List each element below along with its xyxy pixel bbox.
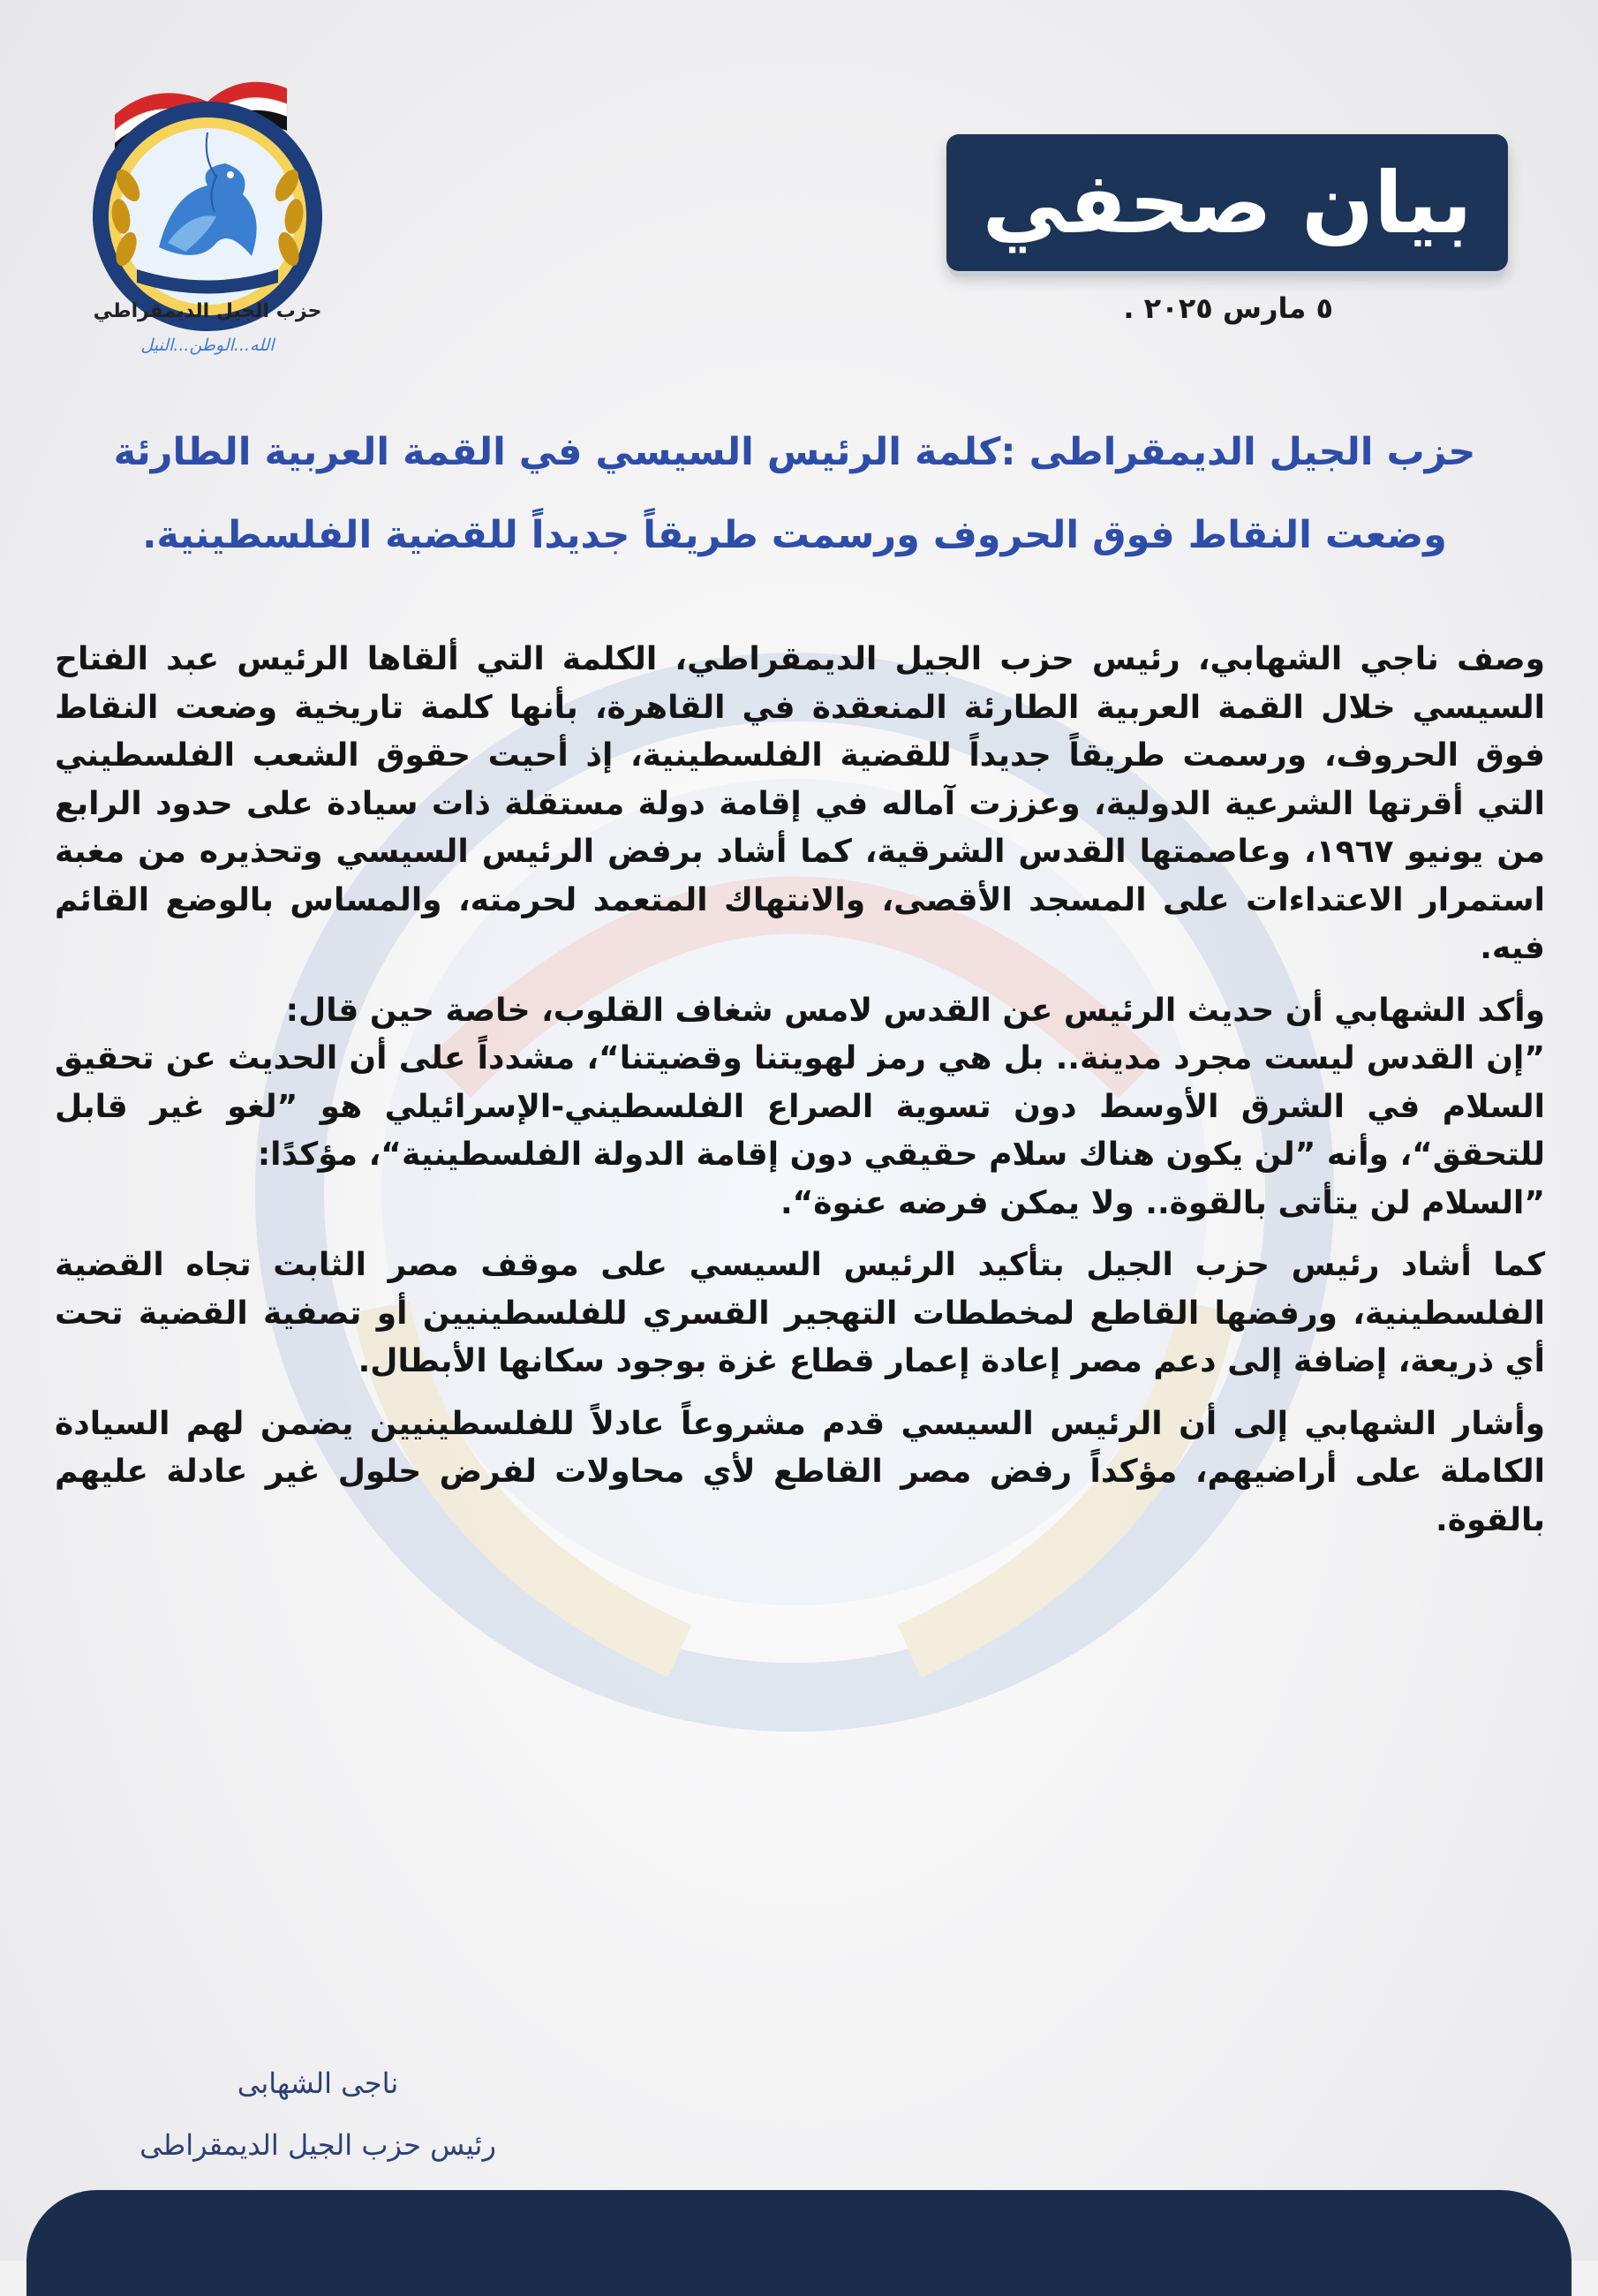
logo-caption: حزب الجيل الديمقراطي xyxy=(93,300,322,322)
paragraph-3: ”إن القدس ليست مجرد مدينة.. بل هي رمز لهويتنا وقضيتنا“، مشدداً على أن الحديث عن تحقيق السلام في الشرق الأوسط دون تسوية الصراع الفلسطيني-الإسرائيلي هو ”لغو غير قابل للتحقق“، وأنه ”لن يكون هناك سلام حقيقي دون إقامة الدولة الفلسطينية“، مؤكدًا: xyxy=(55,1040,1545,1173)
banner-title: بيان صحفي xyxy=(982,153,1473,253)
paragraph-1: وصف ناجي الشهابي، رئيس حزب الجيل الديمقراطي، الكلمة التي ألقاها الرئيس عبد الفتاح السيسي خلال القمة العربية الطارئة المنعقدة في القاهرة، بأنها كلمة تاريخية وضعت النقاط فوق الحروف، ورسمت طريقاً جديداً للقضية الفلسطينية، إذ أحيت حقوق الشعب الفلسطيني التي أقرتها الشرعية الدولية، وعززت آماله في إقامة دولة مستقلة ذات سيادة على حدود الرابع من يونيو ١٩٦٧، وعاصمتها القدس الشرقية، كما أشاد برفض الرئيس السيسي وتحذيره من مغبة استمرار الاعتداءات على المسجد الأقصى، والانتهاك المتعمد لحرمته، والمساس بالوضع القائم فيه. xyxy=(55,641,1546,966)
paragraph-4: ”السلام لن يتأتى بالقوة.. ولا يمكن فرضه عنوة“. xyxy=(780,1184,1545,1221)
paragraph-6: وأشار الشهابي إلى أن الرئيس السيسي قدم مشروعاً عادلاً للفلسطينيين يضمن لهم السيادة الكاملة على أراضيهم، مؤكداً رفض مصر القاطع لأي محاولات لفرض حلول غير عادلة عليهم بالقوة. xyxy=(55,1405,1545,1538)
paragraph-5: كما أشاد رئيس حزب الجيل بتأكيد الرئيس السيسي على موقف مصر الثابت تجاه القضية الفلسطينية، ورفضها القاطع لمخططات التهجير القسري للفلسطينيين أو تصفية القضية تحت أي ذريعة، إضافة إلى دعم مصر إعادة إعمار قطاع غزة بوجود سكانها الأبطال. xyxy=(55,1247,1545,1379)
release-date: ٥ مارس ٢٠٢٥ . xyxy=(1123,291,1333,325)
party-logo xyxy=(75,62,340,371)
headline: حزب الجيل الديمقراطى :كلمة الرئيس السيسي في القمة العربية الطارئة وضعت النقاط فوق الحروف ورسمت طريقاً جديداً للقضية الفلسطينية. xyxy=(113,430,1476,557)
press-release-banner xyxy=(946,134,1508,271)
paragraph-2: وأكد الشهابي أن حديث الرئيس عن القدس لامس شغاف القلوب، خاصة حين قال: xyxy=(285,992,1545,1029)
statement-body xyxy=(55,636,1545,1559)
signature-name: ناجى الشهابى xyxy=(237,2066,399,2100)
logo-slogan: الله...الوطن...النيل xyxy=(140,336,275,355)
footer-bar xyxy=(26,2190,1572,2296)
signature-title: رئيس حزب الجيل الديمقراطى xyxy=(139,2128,496,2162)
